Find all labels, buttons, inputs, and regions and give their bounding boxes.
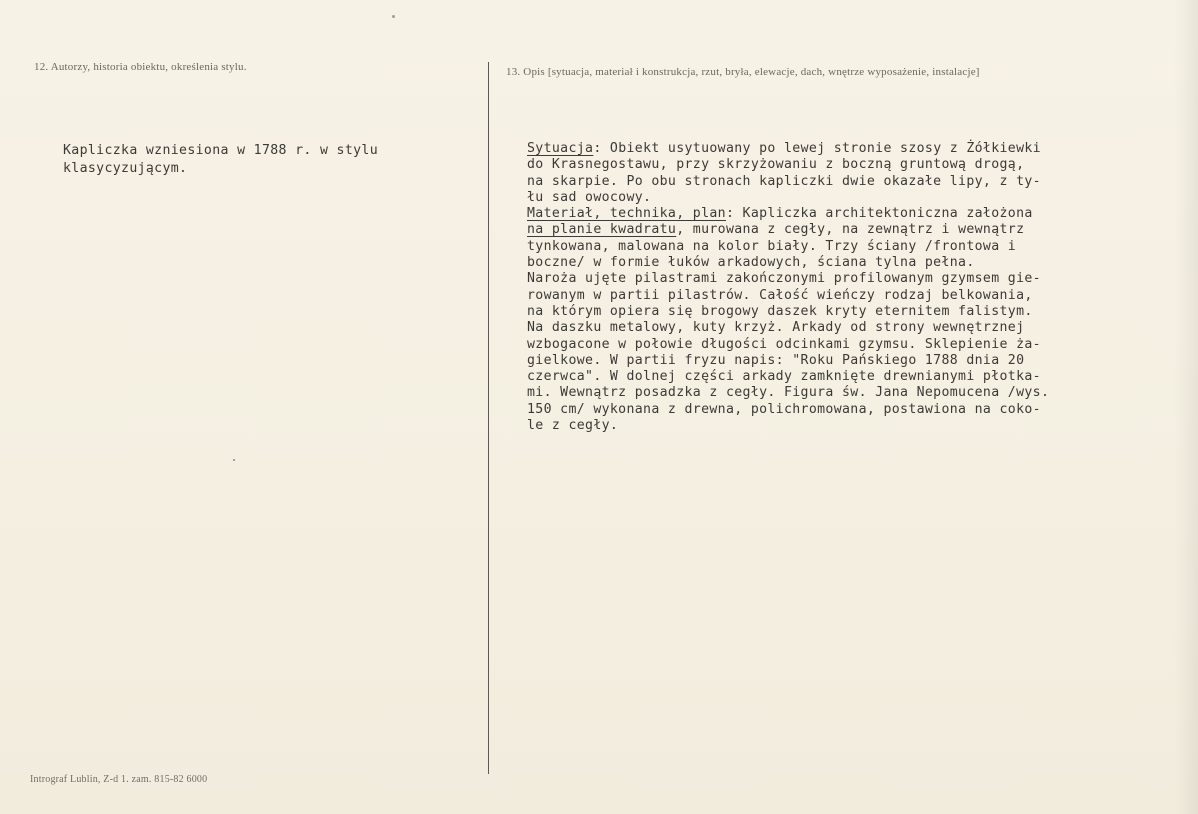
column-divider xyxy=(488,62,489,774)
authors-history-text xyxy=(63,142,378,178)
plan-underlined: na planie kwadratu xyxy=(527,222,677,238)
printer-imprint: Intrograf Lublin, Z-d 1. zam. 815-82 6000 xyxy=(30,774,208,785)
situation-heading: Sytuacja xyxy=(527,141,594,156)
description-line-13: wzbogacone w połowie długości odcinkami gzymsu. Sklepienie ża- xyxy=(527,336,1041,352)
description-line-6-text: , murowana z cegły, na zewnątrz i wewnątrz xyxy=(676,222,1025,238)
authors-line-2: klasycyzującym. xyxy=(63,161,188,176)
description-line-3: na skarpie. Po obu stronach kapliczki dwie okazałe lipy, z ty- xyxy=(527,173,1041,189)
description-line-15: czerwca". W dolnej części arkady zamknięte drewnianymi płotka- xyxy=(527,369,1041,385)
description-line-10: rowanym w partii pilastrów. Całość wieńczy rodzaj belkowania, xyxy=(527,287,1033,303)
authors-line-1: Kapliczka wzniesiona w 1788 r. w stylu xyxy=(63,143,379,158)
card-edge-shadow xyxy=(1174,0,1198,814)
description-line-18: le z cegły. xyxy=(527,418,619,434)
paper-speck xyxy=(392,15,395,18)
description-line-8: boczne/ w formie łuków arkadowych, ściana tylna pełna. xyxy=(527,255,975,271)
description-line-7: tynkowana, malowana na kolor biały. Trzy ściany /frontowa i xyxy=(527,238,1017,254)
paper-speck xyxy=(233,459,235,461)
left-column-header: 12. Autorzy, historia obiektu, określenia stylu. xyxy=(34,61,247,73)
description-line-14: gielkowe. W partii fryzu napis: "Roku Pańskiego 1788 dnia 20 xyxy=(527,352,1025,368)
description-line-12: Na daszku metalowy, kuty krzyż. Arkady od strony wewnętrznej xyxy=(527,320,1025,336)
material-heading: Materiał, technika, plan xyxy=(527,206,726,222)
description-text xyxy=(527,141,1049,434)
description-line-6 xyxy=(527,222,1049,238)
right-column-header: 13. Opis [sytuacja, materiał i konstrukcja, rzut, bryła, elewacje, dach, wnętrze wyposażenie, instalacje] xyxy=(506,66,980,78)
description-line-5 xyxy=(527,206,1049,222)
description-line-9: Naroża ujęte pilastrami zakończonymi profilowanym gzymsem gie- xyxy=(527,271,1041,287)
description-line-16: mi. Wewnątrz posadzka z cegły. Figura św. Jana Nepomucena /wys. xyxy=(527,385,1050,401)
description-line-4: łu sad owocowy. xyxy=(527,189,652,205)
description-line-17: 150 cm/ wykonana z drewna, polichromowana, postawiona na coko- xyxy=(527,401,1041,417)
description-line-2: do Krasnegostawu, przy skrzyżowaniu z boczną gruntową drogą, xyxy=(527,157,1025,173)
description-line-1-text: : Obiekt usytuowany po lewej stronie szosy z Żółkiewki xyxy=(593,141,1041,156)
description-line-5-text: : Kapliczka architektoniczna założona xyxy=(725,206,1033,222)
description-line-1 xyxy=(527,141,1049,157)
description-line-11: na którym opiera się brogowy daszek kryty eternitem falistym. xyxy=(527,303,1033,319)
